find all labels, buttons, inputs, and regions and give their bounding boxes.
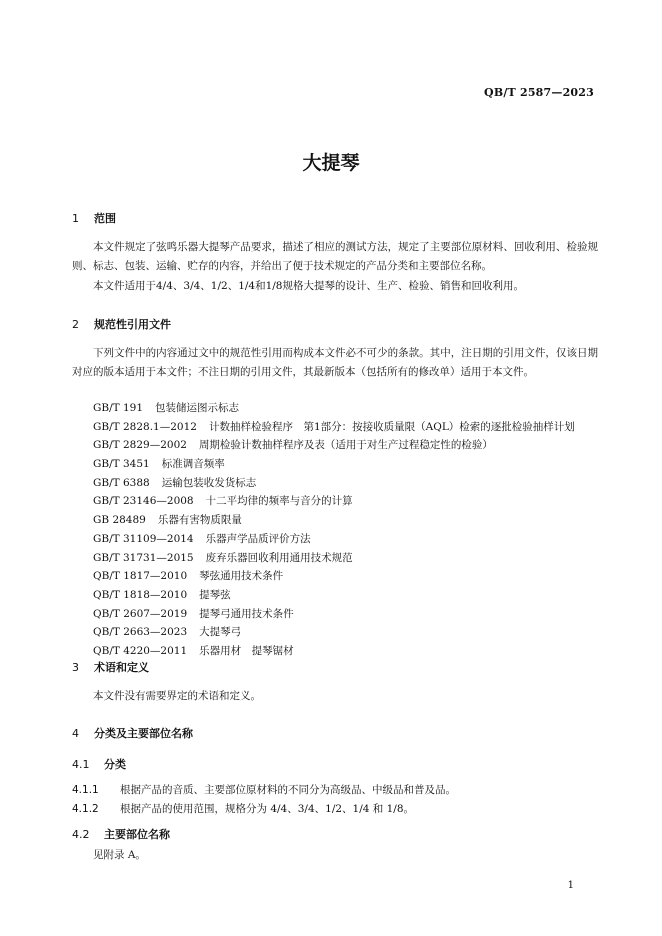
reference-code: QB/T 1818—2010 [93,588,188,601]
reference-title: 运输包装收发货标志 [161,476,257,489]
reference-code: GB/T 191 [93,402,144,414]
page-title: 大提琴 [302,152,360,174]
reference-item [93,586,575,605]
reference-code: QB/T 1817—2010 [93,570,188,583]
subsection-title: 主要部位名称 [104,828,170,841]
reference-title: 标准调音频率 [161,458,225,471]
reference-title: 提琴弦 [199,588,231,601]
standard-code: QB/T 2587—2023 [484,86,594,99]
section-number: 4 [72,727,79,740]
clause-text: 根据产品的使用范围，规格分为 4/4、3/4、1/2、1/4 和 1/8。 [120,803,415,815]
reference-item [93,511,575,530]
reference-code: QB/T 2663—2023 [93,626,188,639]
reference-item [93,474,575,493]
reference-title: 包装储运图示标志 [155,402,240,414]
reference-title: 乐器用材 提琴锯材 [199,644,294,657]
reference-item [93,567,575,586]
section-title: 术语和定义 [94,661,149,674]
page-number: 1 [567,880,574,891]
reference-title: 大提琴弓 [199,626,242,639]
clause-4-1-2 [72,801,414,816]
reference-item [93,418,575,437]
reference-list [93,399,575,661]
reference-title: 十二平均律的频率与音分的计算 [205,495,353,508]
section-1-heading [72,210,116,226]
clause-number: 4.1.2 [72,803,99,815]
references-intro: 下列文件中的内容通过文中的规范性引用而构成本文件必不可少的条款。其中，注日期的引用文件，仅该日期对应的版本适用于本文件；不注日期的引用文件，其最新版本（包括所有的修改单）适用于本文件。 [72,347,598,378]
subsection-number: 4.2 [72,828,90,841]
reference-code: QB/T 2607—2019 [93,607,188,620]
section-title: 范围 [94,212,116,225]
section-number: 1 [72,212,79,225]
reference-title: 乐器声学品质评价方法 [205,532,311,545]
scope-paragraph-2: 本文件适用于4/4、3/4、1/2、1/4和1/8规格大提琴的设计、生产、检验、销售和回收利用。 [93,280,524,292]
subsection-4-2-heading [72,826,170,842]
reference-item [93,492,575,511]
reference-item [93,549,575,568]
reference-item [93,530,575,549]
reference-code: GB/T 31731—2015 [93,551,194,564]
subsection-number: 4.1 [72,758,90,771]
terms-paragraph: 本文件没有需要界定的术语和定义。 [93,690,261,702]
reference-title: 周期检验计数抽样程序及表（适用于对生产过程稳定性的检验） [198,439,493,452]
reference-code: GB/T 31109—2014 [93,532,194,545]
section-title: 分类及主要部位名称 [94,727,193,740]
parts-paragraph: 见附录 A。 [93,849,146,861]
section-4-heading [72,725,193,741]
section-number: 3 [72,661,79,674]
reference-item [93,623,575,642]
reference-title: 提琴弓通用技术条件 [199,607,294,620]
reference-item [93,455,575,474]
section-3-heading [72,659,149,675]
reference-code: GB/T 2829—2002 [93,439,187,452]
reference-item [93,642,575,661]
subsection-4-1-heading [72,756,126,772]
section-number: 2 [72,318,79,331]
clause-number: 4.1.1 [72,784,99,796]
reference-item [93,436,575,455]
reference-code: GB/T 3451 [93,458,150,471]
section-title: 规范性引用文件 [94,318,171,331]
reference-code: GB/T 6388 [93,476,150,489]
scope-paragraph-1: 本文件规定了弦鸣乐器大提琴产品要求，描述了相应的测试方法，规定了主要部位原材料、回收利用、检验规则、标志、包装、运输、贮存的内容，并给出了便于技术规定的产品分类和主要部位名称。 [72,241,598,272]
reference-title: 乐器有害物质限量 [157,514,242,527]
reference-item [93,399,575,418]
reference-title: 废弃乐器回收利用通用技术规范 [205,551,353,564]
clause-4-1-1 [72,782,456,797]
reference-code: GB 28489 [93,514,146,527]
reference-title: 琴弦通用技术条件 [199,570,284,583]
reference-code: QB/T 4220—2011 [93,644,188,657]
subsection-title: 分类 [104,758,126,771]
reference-code: GB/T 2828.1—2012 [93,420,197,433]
clause-text: 根据产品的音质、主要部位原材料的不同分为高级品、中级品和普及品。 [120,784,456,796]
reference-code: GB/T 23146—2008 [93,495,194,508]
reference-title: 计数抽样检验程序 第1部分：按接收质量限（AQL）检索的逐批检验抽样计划 [208,420,575,433]
section-2-heading [72,316,171,332]
reference-item [93,605,575,624]
